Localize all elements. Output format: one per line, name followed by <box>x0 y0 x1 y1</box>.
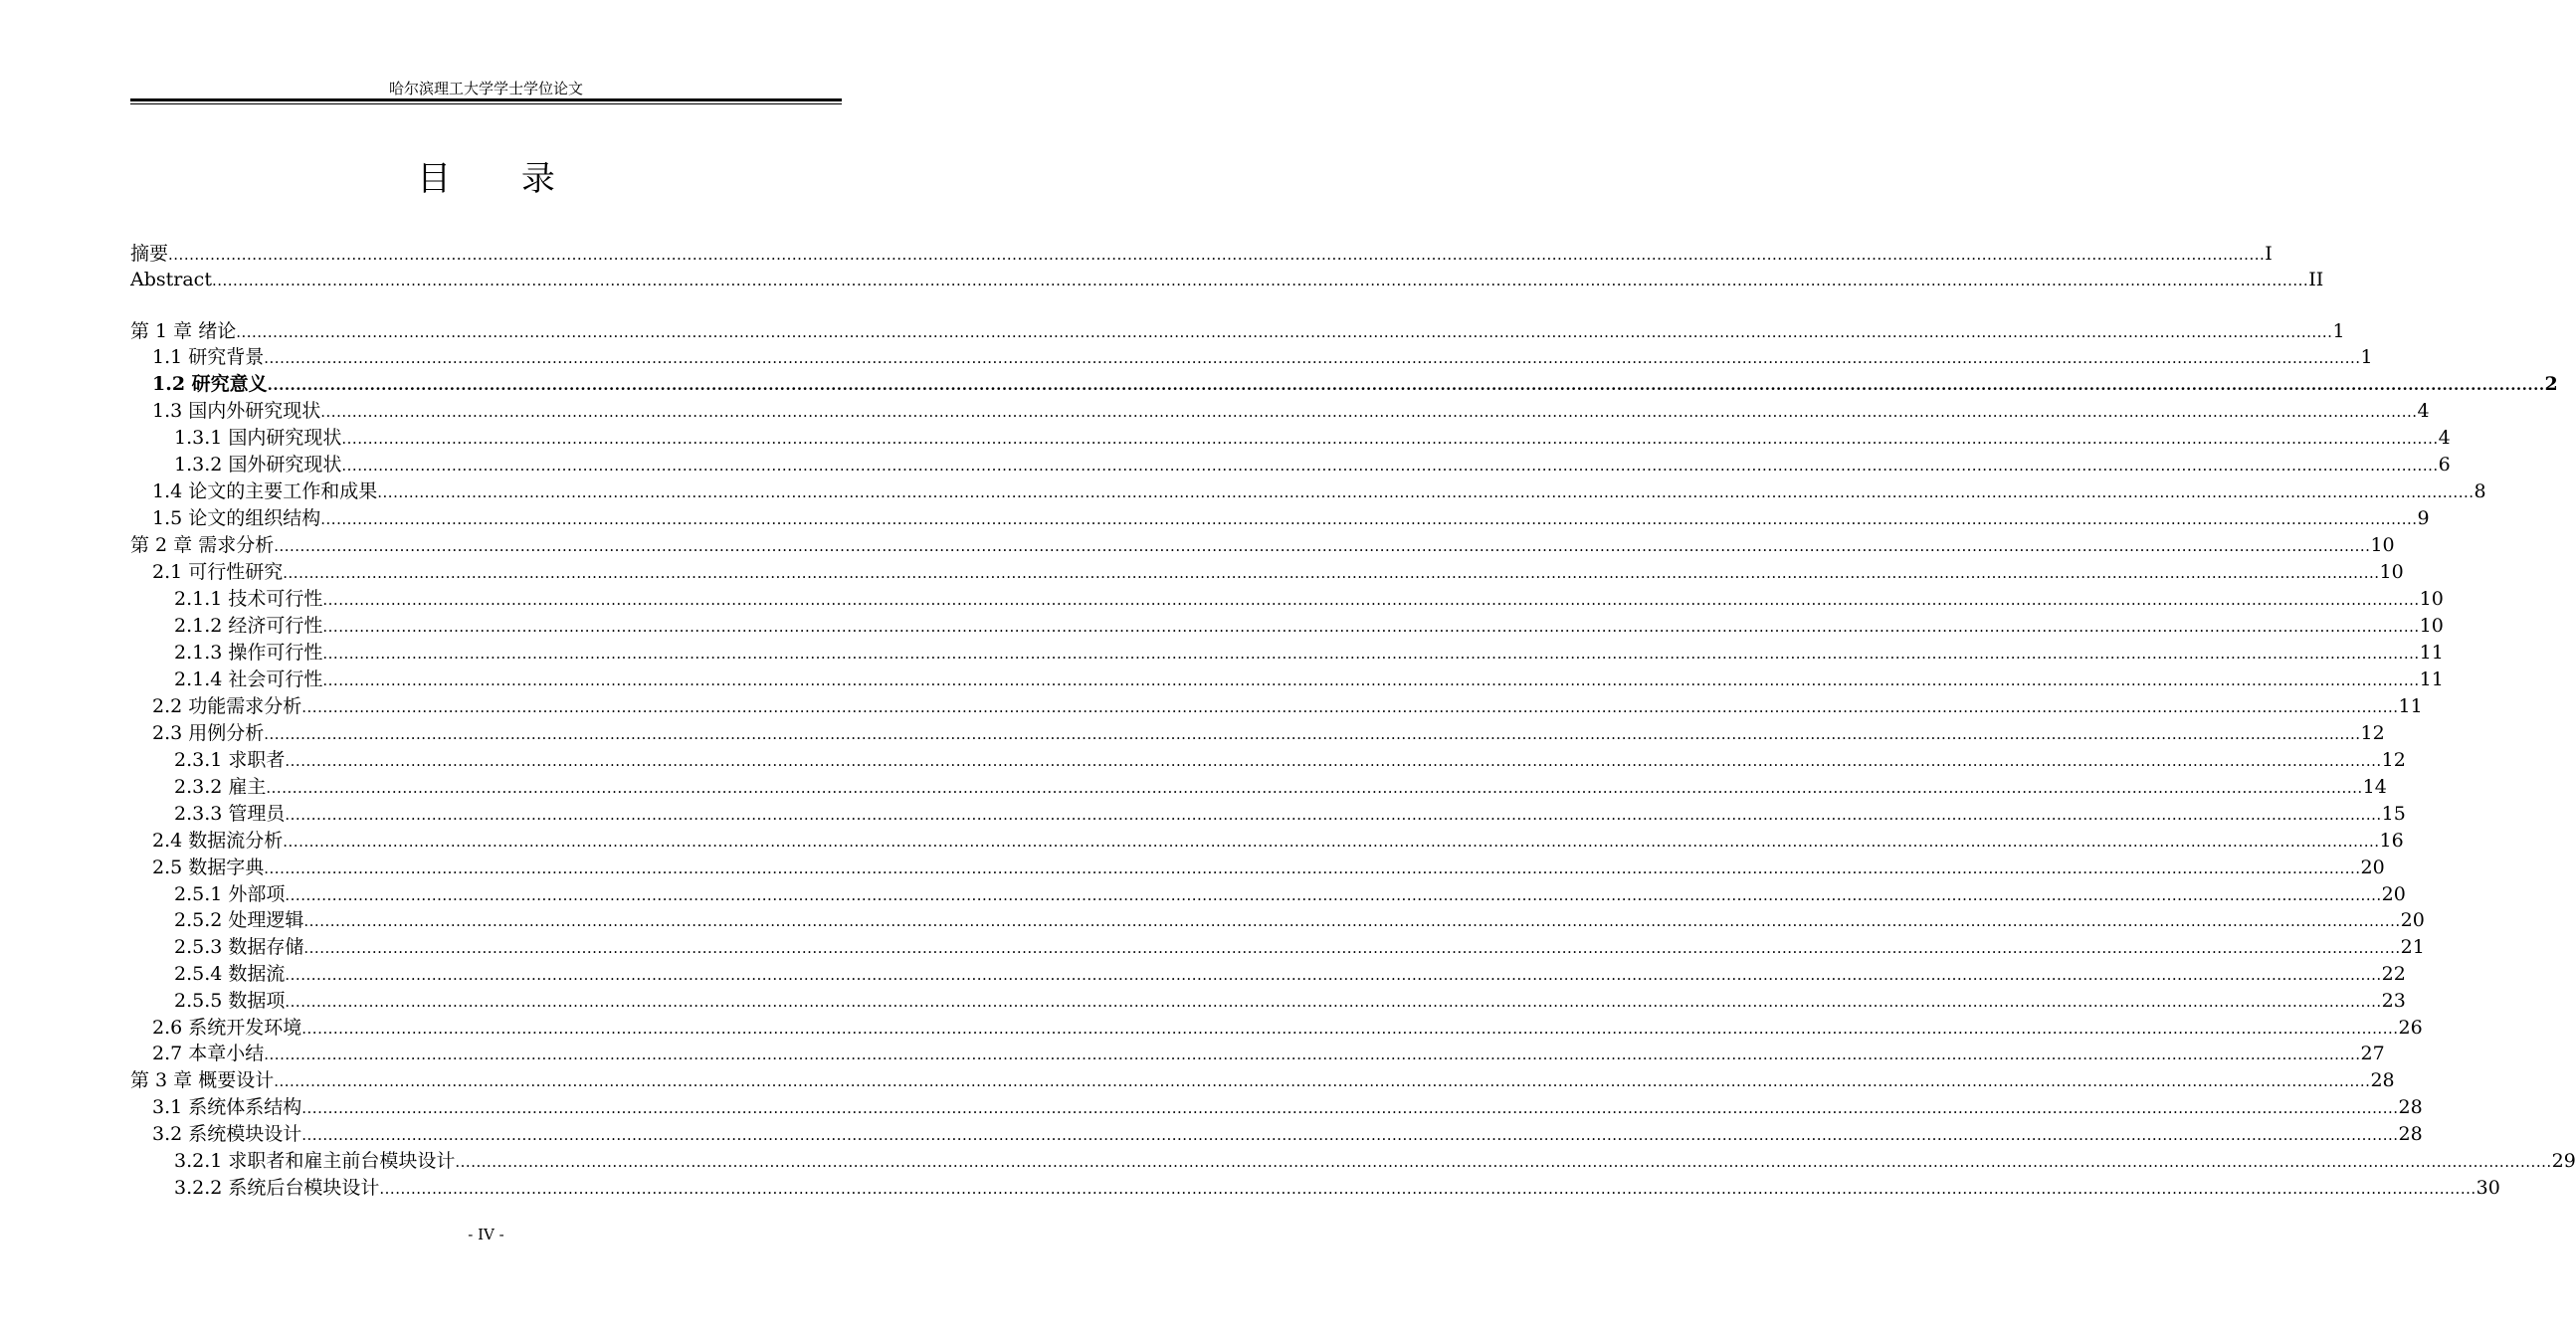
toc-leader-dots: ................................................................................................................................................................................................................................................................................................................................................................................................................ <box>322 645 2420 663</box>
toc-entry[interactable] <box>130 988 2406 1014</box>
toc-leader-dots: ................................................................................................................................................................................................................................................................................................................................................................................................................ <box>379 1180 2477 1198</box>
toc-leader-dots: ................................................................................................................................................................................................................................................................................................................................................................................................................ <box>320 403 2418 421</box>
toc-entry-label: 3.2.2 系统后台模块设计 <box>174 1177 380 1199</box>
header-title: 哈尔滨理工大学学士学位论文 <box>388 80 583 97</box>
toc-entry[interactable] <box>130 1015 2423 1041</box>
toc-entry-label: 2.3.1 求职者 <box>174 749 286 771</box>
toc-entry-label: 2.5 数据字典 <box>152 857 265 878</box>
toc-entry-page: 4 <box>2417 400 2430 422</box>
toc-entry-page: 10 <box>2370 534 2395 556</box>
toc-entry-label: 1.3.2 国外研究现状 <box>174 454 342 476</box>
header-rule-thin <box>130 103 842 104</box>
toc-entry-page: 11 <box>2398 695 2423 717</box>
toc-entry[interactable] <box>130 693 2423 719</box>
toc-entry-label: 第 2 章 需求分析 <box>130 534 275 556</box>
toc-entry-label: 1.5 论文的组织结构 <box>152 507 321 529</box>
toc-entry-page: 10 <box>2379 561 2404 583</box>
toc-entry-page: 29 <box>2551 1150 2576 1172</box>
toc-leader-dots: ................................................................................................................................................................................................................................................................................................................................................................................................................ <box>236 323 2333 341</box>
toc-entry-label: 2.3.2 雇主 <box>174 776 267 798</box>
toc-entry[interactable] <box>130 934 2425 960</box>
toc-leader-dots: ................................................................................................................................................................................................................................................................................................................................................................................................................ <box>285 806 2382 824</box>
toc-leader-dots: ................................................................................................................................................................................................................................................................................................................................................................................................................ <box>301 698 2399 716</box>
toc-leader-dots: ................................................................................................................................................................................................................................................................................................................................................................................................................ <box>301 1020 2399 1038</box>
toc-entry-page: 1 <box>2332 320 2345 342</box>
toc-leader-dots: ................................................................................................................................................................................................................................................................................................................................................................................................................ <box>264 1046 2361 1063</box>
toc-entry-page: 22 <box>2381 963 2406 985</box>
toc-entry-page: 8 <box>2474 480 2486 502</box>
toc-leader-dots: ................................................................................................................................................................................................................................................................................................................................................................................................................ <box>303 912 2401 930</box>
toc-entry-page: 20 <box>2381 883 2406 905</box>
toc-entry[interactable] <box>130 613 2444 639</box>
toc-entry-label: 1.2 研究意义 <box>152 373 268 395</box>
toc-leader-dots: ................................................................................................................................................................................................................................................................................................................................................................................................................ <box>274 1072 2371 1090</box>
toc-leader-dots: ................................................................................................................................................................................................................................................................................................................................................................................................................ <box>266 779 2363 797</box>
toc-entry-label: 1.1 研究背景 <box>152 346 265 368</box>
toc-entry[interactable] <box>130 667 2444 692</box>
toc-leader-dots: ................................................................................................................................................................................................................................................................................................................................................................................................................ <box>455 1153 2552 1171</box>
toc-leader-dots: ................................................................................................................................................................................................................................................................................................................................................................................................................ <box>267 376 2545 394</box>
toc-entry-label: 摘要 <box>130 243 169 265</box>
toc-entry[interactable] <box>130 720 2385 746</box>
toc-entry[interactable] <box>130 1094 2423 1120</box>
toc-leader-dots: ................................................................................................................................................................................................................................................................................................................................................................................................................ <box>341 457 2439 475</box>
toc-entry-page: 9 <box>2417 507 2430 529</box>
toc-entry-label: 2.5.1 外部项 <box>174 883 286 905</box>
toc-entry-label: 2.6 系统开发环境 <box>152 1017 302 1039</box>
toc-entry[interactable] <box>130 907 2425 933</box>
toc-entry-page: 20 <box>2400 909 2425 931</box>
toc-entry-label: 2.3 用例分析 <box>152 722 265 744</box>
toc-leader-dots: ................................................................................................................................................................................................................................................................................................................................................................................................................ <box>264 349 2361 367</box>
toc-entry-label: 1.3.1 国内研究现状 <box>174 427 342 449</box>
toc-entry-page: 11 <box>2419 668 2444 690</box>
toc-entry-label: 2.7 本章小结 <box>152 1043 265 1064</box>
toc-entry[interactable] <box>130 267 2324 292</box>
toc-entry-page: 27 <box>2360 1043 2385 1064</box>
toc-entry-label: 2.5.2 处理逻辑 <box>174 909 304 931</box>
toc-entry-label: 2.4 数据流分析 <box>152 830 284 852</box>
toc-entry-label: 2.5.5 数据项 <box>174 990 286 1012</box>
toc-leader-dots: ................................................................................................................................................................................................................................................................................................................................................................................................................ <box>303 939 2401 957</box>
toc-entry-label: 2.1.3 操作可行性 <box>174 642 323 664</box>
toc-leader-dots: ................................................................................................................................................................................................................................................................................................................................................................................................................ <box>211 272 2309 289</box>
toc-entry[interactable] <box>130 1041 2385 1066</box>
toc-entry[interactable] <box>130 961 2406 987</box>
toc-entry[interactable] <box>130 371 2558 397</box>
toc-entry[interactable] <box>130 398 2430 424</box>
toc-entry-page: II <box>2308 269 2324 290</box>
toc-entry[interactable] <box>130 1148 2576 1174</box>
toc-leader-dots: ................................................................................................................................................................................................................................................................................................................................................................................................................ <box>168 246 2266 264</box>
toc-entry[interactable] <box>130 1121 2423 1147</box>
toc-entry-page: 15 <box>2381 803 2406 825</box>
toc-entry-page: 23 <box>2381 990 2406 1012</box>
toc-entry-label: 3.1 系统体系结构 <box>152 1096 302 1118</box>
toc-leader-dots: ................................................................................................................................................................................................................................................................................................................................................................................................................ <box>264 725 2361 743</box>
toc-entry-label: 3.2.1 求职者和雇主前台模块设计 <box>174 1150 456 1172</box>
toc-entry[interactable] <box>130 505 2430 531</box>
toc-entry[interactable] <box>130 559 2404 585</box>
toc-entry[interactable] <box>130 855 2385 880</box>
toc-leader-dots: ................................................................................................................................................................................................................................................................................................................................................................................................................ <box>322 618 2420 636</box>
toc-entry-page: 1 <box>2360 346 2373 368</box>
toc-entry[interactable] <box>130 452 2451 477</box>
toc-entry-page: I <box>2265 243 2273 265</box>
toc-entry[interactable] <box>130 586 2444 612</box>
toc-entry-page: 26 <box>2398 1017 2423 1039</box>
toc-entry-page: 21 <box>2400 936 2425 958</box>
toc-entry-page: 28 <box>2370 1069 2395 1091</box>
toc-entry[interactable] <box>130 1067 2395 1093</box>
toc-leader-dots: ................................................................................................................................................................................................................................................................................................................................................................................................................ <box>377 483 2475 501</box>
toc-entry[interactable] <box>130 532 2395 558</box>
toc-entry-label: 2.3.3 管理员 <box>174 803 286 825</box>
toc-entry-label: 3.2 系统模块设计 <box>152 1123 302 1145</box>
toc-leader-dots: ................................................................................................................................................................................................................................................................................................................................................................................................................ <box>301 1099 2399 1117</box>
toc-leader-dots: ................................................................................................................................................................................................................................................................................................................................................................................................................ <box>283 833 2380 851</box>
toc-entry-page: 16 <box>2379 830 2404 852</box>
page-number: - IV - <box>468 1226 504 1243</box>
toc-entry-page: 12 <box>2360 722 2385 744</box>
toc-entry-label: 2.5.4 数据流 <box>174 963 286 985</box>
toc-entry-page: 2 <box>2544 373 2558 395</box>
toc-leader-dots: ................................................................................................................................................................................................................................................................................................................................................................................................................ <box>285 752 2382 770</box>
toc-leader-dots: ................................................................................................................................................................................................................................................................................................................................................................................................................ <box>285 886 2382 904</box>
toc-entry-label: 2.1.4 社会可行性 <box>174 668 323 690</box>
toc-entry[interactable] <box>130 344 2373 370</box>
toc-entry-label: 2.1 可行性研究 <box>152 561 284 583</box>
toc-leader-dots: ................................................................................................................................................................................................................................................................................................................................................................................................................ <box>320 510 2418 528</box>
toc-leader-dots: ................................................................................................................................................................................................................................................................................................................................................................................................................ <box>264 859 2361 877</box>
toc-leader-dots: ................................................................................................................................................................................................................................................................................................................................................................................................................ <box>322 591 2420 609</box>
header-rule-thick <box>130 98 842 101</box>
toc-entry-page: 10 <box>2419 615 2444 637</box>
toc-leader-dots: ................................................................................................................................................................................................................................................................................................................................................................................................................ <box>274 537 2371 555</box>
toc-entry[interactable] <box>130 1175 2500 1201</box>
toc-entry-page: 12 <box>2381 749 2406 771</box>
toc-entry-page: 6 <box>2438 454 2451 476</box>
toc-entry[interactable] <box>130 478 2486 504</box>
toc-entry[interactable] <box>130 881 2406 907</box>
toc-entry-page: 30 <box>2476 1177 2500 1199</box>
toc-entry-label: 1.3 国内外研究现状 <box>152 400 321 422</box>
toc-entry-label: 1.4 论文的主要工作和成果 <box>152 480 378 502</box>
page-title: 目 录 <box>417 159 585 199</box>
toc-entry-page: 28 <box>2398 1123 2423 1145</box>
toc-entry[interactable] <box>130 318 2345 344</box>
toc-leader-dots: ................................................................................................................................................................................................................................................................................................................................................................................................................ <box>301 1126 2399 1144</box>
toc-entry-page: 20 <box>2360 857 2385 878</box>
toc-entry-label: 第 3 章 概要设计 <box>130 1069 275 1091</box>
toc-entry-label: 2.1.1 技术可行性 <box>174 588 323 610</box>
toc-entry[interactable] <box>130 774 2387 800</box>
toc-entry-label: 2.2 功能需求分析 <box>152 695 302 717</box>
toc-leader-dots: ................................................................................................................................................................................................................................................................................................................................................................................................................ <box>322 671 2420 689</box>
toc-entry[interactable] <box>130 640 2444 666</box>
toc-entry[interactable] <box>130 828 2404 854</box>
toc-entry-label: 2.1.2 经济可行性 <box>174 615 323 637</box>
toc-entry-page: 14 <box>2362 776 2387 798</box>
toc-leader-dots: ................................................................................................................................................................................................................................................................................................................................................................................................................ <box>285 993 2382 1011</box>
toc-leader-dots: ................................................................................................................................................................................................................................................................................................................................................................................................................ <box>285 966 2382 984</box>
toc-leader-dots: ................................................................................................................................................................................................................................................................................................................................................................................................................ <box>283 564 2380 582</box>
toc-entry[interactable] <box>130 747 2406 773</box>
toc-entry-page: 28 <box>2398 1096 2423 1118</box>
toc-entry[interactable] <box>130 241 2273 267</box>
toc-entry[interactable] <box>130 425 2451 451</box>
toc-entry-page: 10 <box>2419 588 2444 610</box>
toc-entry-label: 2.5.3 数据存储 <box>174 936 304 958</box>
toc-entry-page: 4 <box>2438 427 2451 449</box>
toc-entry-page: 11 <box>2419 642 2444 664</box>
toc-entry-label: Abstract <box>130 269 212 290</box>
toc-entry-label: 第 1 章 绪论 <box>130 320 237 342</box>
toc-leader-dots: ................................................................................................................................................................................................................................................................................................................................................................................................................ <box>341 430 2439 448</box>
toc-entry[interactable] <box>130 801 2406 827</box>
